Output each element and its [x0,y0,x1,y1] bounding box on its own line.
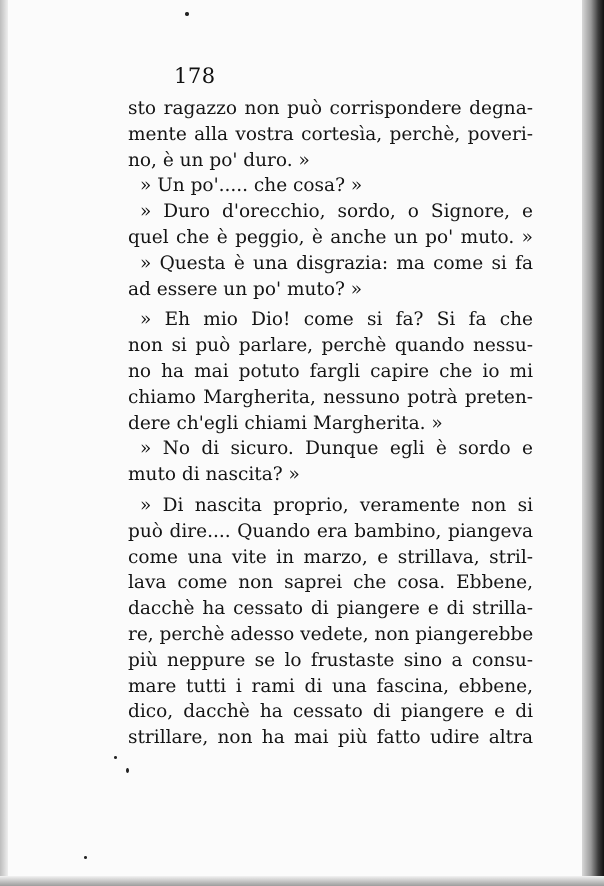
text-line: » No di sicuro. Dunque egli è sordo e [140,438,533,460]
text-line: » Questa è una disgrazia: ma come si fa [140,252,533,274]
text-line: mente alla vostra cortesìa, perchè, poveri- [128,123,533,145]
text-line: più neppure se lo frustaste sino a consu- [128,649,533,671]
body-text [128,96,533,751]
text-line: dacchè ha cessato di piangere e di strilla- [128,598,533,620]
scan-speck [185,12,189,16]
text-line: lava come non saprei che cosa. Ebbene, [128,572,533,594]
scan-speck [84,856,87,859]
scan-speck [126,768,129,773]
text-line: strillare, non ha mai più fatto udire altra [128,727,533,749]
text-line: » Un po'..... che cosa? » [140,175,363,197]
text-line: no, è un po' duro. » [128,149,310,171]
text-line: mare tutti i rami di una fascina, ebbene, [128,675,533,697]
text-line: può dire.... Quando era bambino, piangeva [128,520,533,542]
text-line: dico, dacchè ha cessato di piangere e di [128,701,533,723]
text-line: » Eh mio Dio! come si fa? Si fa che [140,309,533,331]
text-line: sto ragazzo non può corrispondere degna- [128,98,533,119]
page-left-edge [0,0,8,886]
scan-speck [114,756,117,759]
page-right-edge-shadow [582,0,604,886]
text-line: muto di nascita? » [128,464,300,486]
text-line: no ha mai potuto fargli capire che io mi [128,360,533,382]
text-line: » Duro d'orecchio, sordo, o Signore, e [140,201,533,223]
text-line: chiamo Margherita, nessuno potrà preten- [128,386,533,408]
text-line: come una vite in marzo, e strillava, stril- [128,546,533,568]
page-number: 178 [174,64,216,88]
text-line: non si può parlare, perchè quando nessu- [128,335,533,357]
text-line: ad essere un po' muto? » [128,278,363,300]
text-line: » Di nascita proprio, veramente non si [140,494,533,516]
text-line: quel che è peggio, è anche un po' muto. » [128,226,533,248]
page-bottom-edge [0,876,604,886]
text-line: re, perchè adesso vedete, non piangerebbe [128,623,534,645]
text-line: dere ch'egli chiami Margherita. » [128,412,443,434]
